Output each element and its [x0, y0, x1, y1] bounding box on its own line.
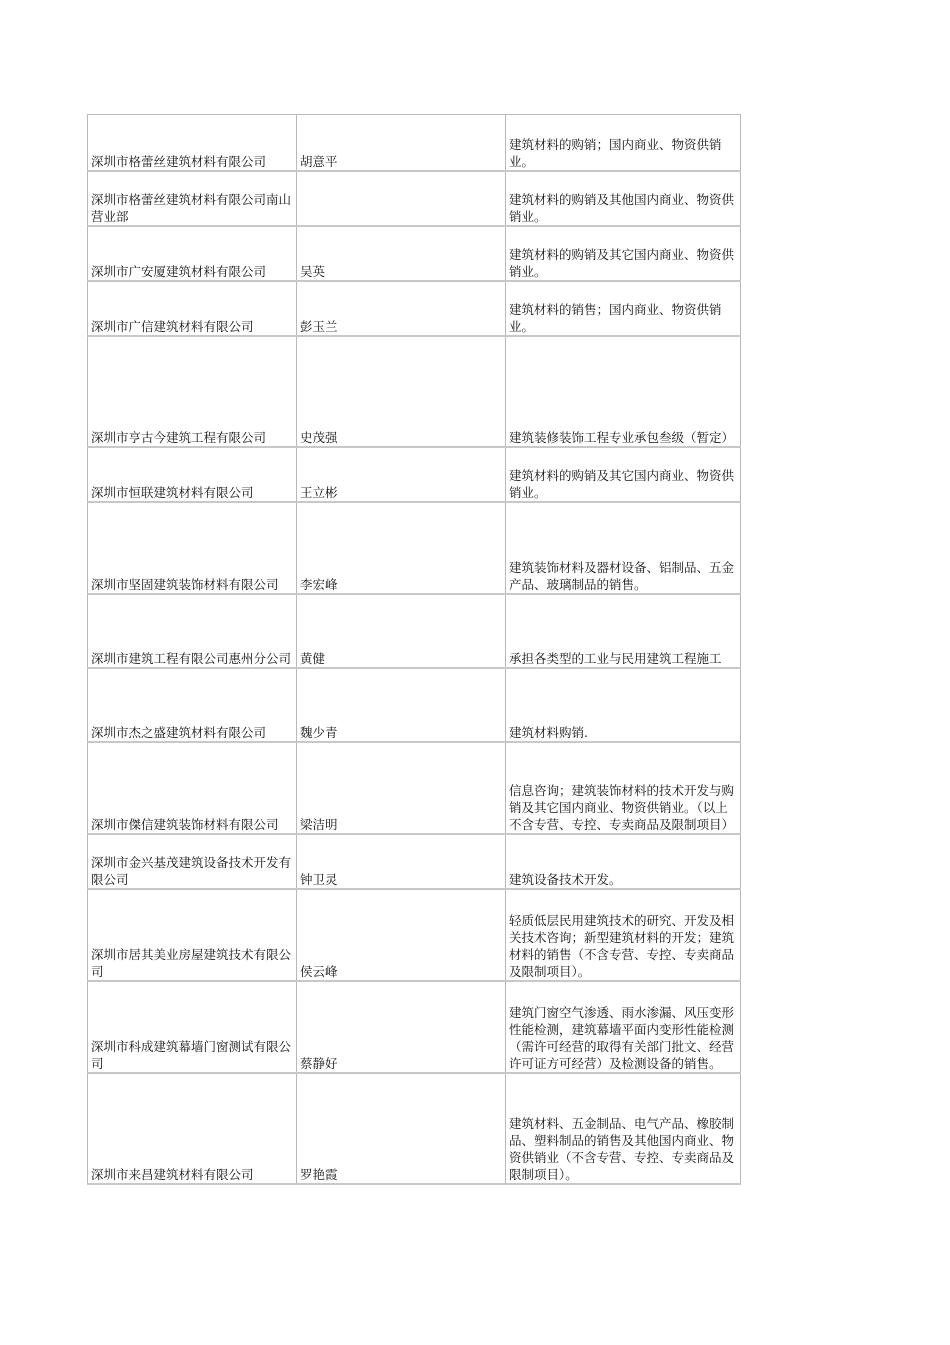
company-name-cell: 深圳市来昌建筑材料有限公司: [88, 1073, 297, 1184]
table-row: [88, 594, 741, 668]
business-scope-cell: 建筑门窗空气渗透、雨水渗漏、风压变形性能检测，建筑幕墙平面内变形性能检测（需许可经营的取得有关部门批文、经营许可证方可经营）及检测设备的销售。: [506, 981, 741, 1073]
legal-person-cell: 魏少青: [297, 668, 506, 742]
business-scope-cell: 建筑材料的购销及其它国内商业、物资供销业。: [506, 226, 741, 281]
table-row: [88, 447, 741, 502]
business-scope-cell: 建筑装修装饰工程专业承包叁级（暂定）: [506, 336, 741, 447]
business-scope-cell: 建筑设备技术开发。: [506, 834, 741, 889]
company-name-cell: 深圳市建筑工程有限公司惠州分公司: [88, 594, 297, 668]
table-row: [88, 171, 741, 226]
table-row: [88, 981, 741, 1073]
business-scope-cell: 建筑材料的销售；国内商业、物资供销业。: [506, 281, 741, 336]
business-scope-cell: 信息咨询；建筑装饰材料的技术开发与购销及其它国内商业、物资供销业。（以上不含专营、专控、专卖商品及限制项目）: [506, 742, 741, 834]
company-table: [87, 114, 741, 1185]
company-name-cell: 深圳市金兴基茂建筑设备技术开发有限公司: [88, 834, 297, 889]
legal-person-cell: 彭玉兰: [297, 281, 506, 336]
company-name-cell: 深圳市格蕾丝建筑材料有限公司南山营业部: [88, 171, 297, 226]
legal-person-cell: 史茂强: [297, 336, 506, 447]
table-row: [88, 502, 741, 594]
legal-person-cell: 梁洁明: [297, 742, 506, 834]
business-scope-cell: 建筑材料的购销及其它国内商业、物资供销业。: [506, 447, 741, 502]
company-name-cell: 深圳市恒联建筑材料有限公司: [88, 447, 297, 502]
business-scope-cell: 承担各类型的工业与民用建筑工程施工: [506, 594, 741, 668]
table-row: [88, 115, 741, 171]
business-scope-cell: 建筑材料的购销及其他国内商业、物资供销业。: [506, 171, 741, 226]
table-row: [88, 226, 741, 281]
company-name-cell: 深圳市亨古今建筑工程有限公司: [88, 336, 297, 447]
table-row: [88, 668, 741, 742]
legal-person-cell: 王立彬: [297, 447, 506, 502]
legal-person-cell: 蔡静好: [297, 981, 506, 1073]
table-row: [88, 889, 741, 981]
company-name-cell: 深圳市广安厦建筑材料有限公司: [88, 226, 297, 281]
company-name-cell: 深圳市广信建筑材料有限公司: [88, 281, 297, 336]
table-row: [88, 834, 741, 889]
business-scope-cell: 建筑材料的购销；国内商业、物资供销业。: [506, 115, 741, 171]
legal-person-cell: 李宏峰: [297, 502, 506, 594]
business-scope-cell: 建筑材料、五金制品、电气产品、橡胶制品、塑料制品的销售及其他国内商业、物资供销业（不含专营、专控、专卖商品及限制项目）。: [506, 1073, 741, 1184]
table-row: [88, 336, 741, 447]
business-scope-cell: 建筑装饰材料及器材设备、铝制品、五金产品、玻璃制品的销售。: [506, 502, 741, 594]
company-name-cell: 深圳市居其美业房屋建筑技术有限公司: [88, 889, 297, 981]
business-scope-cell: 建筑材料购销.: [506, 668, 741, 742]
legal-person-cell: 胡意平: [297, 115, 506, 171]
legal-person-cell: 钟卫灵: [297, 834, 506, 889]
legal-person-cell: 罗艳霞: [297, 1073, 506, 1184]
company-name-cell: 深圳市傑信建筑装饰材料有限公司: [88, 742, 297, 834]
legal-person-cell: 侯云峰: [297, 889, 506, 981]
company-name-cell: 深圳市格蕾丝建筑材料有限公司: [88, 115, 297, 171]
table-row: [88, 1073, 741, 1184]
company-name-cell: 深圳市坚固建筑装饰材料有限公司: [88, 502, 297, 594]
legal-person-cell: [297, 171, 506, 226]
company-name-cell: 深圳市科成建筑幕墙门窗测试有限公司: [88, 981, 297, 1073]
company-name-cell: 深圳市杰之盛建筑材料有限公司: [88, 668, 297, 742]
legal-person-cell: 黄健: [297, 594, 506, 668]
table-row: [88, 281, 741, 336]
legal-person-cell: 吴英: [297, 226, 506, 281]
business-scope-cell: 轻质低层民用建筑技术的研究、开发及相关技术咨询；新型建筑材料的开发；建筑材料的销售（不含专营、专控、专卖商品及限制项目）。: [506, 889, 741, 981]
table-row: [88, 742, 741, 834]
